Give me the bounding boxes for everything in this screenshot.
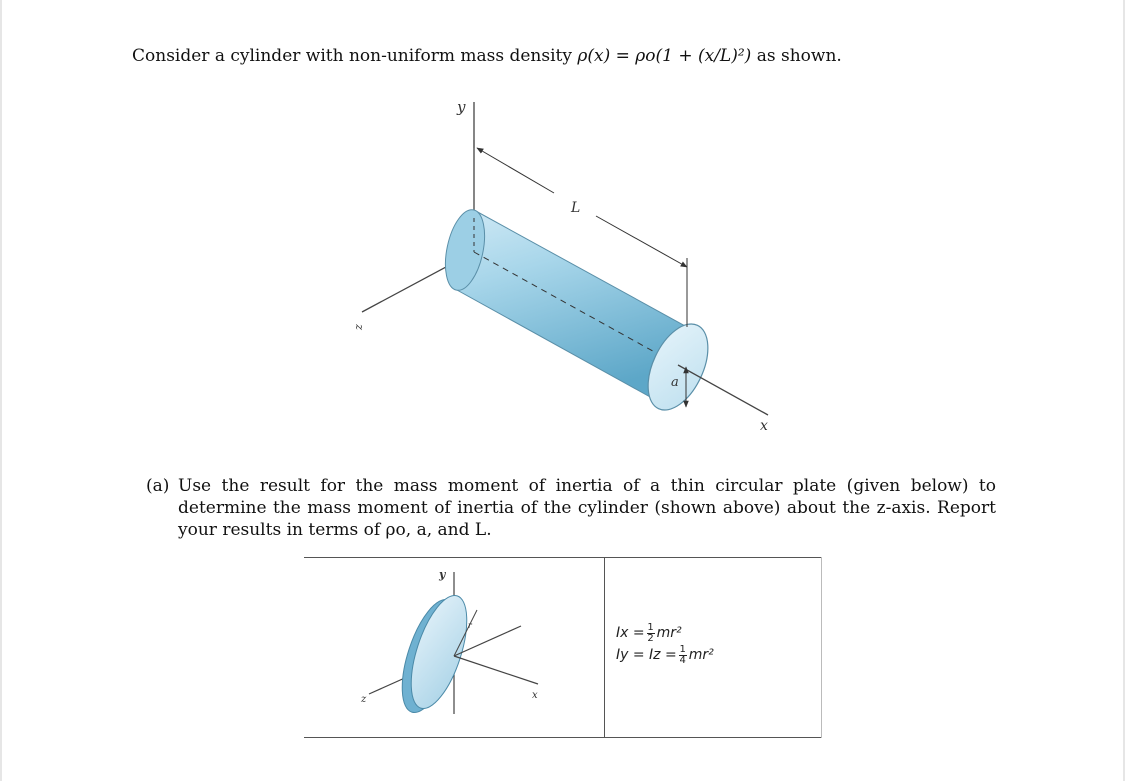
- page-edge-left: [0, 0, 2, 781]
- ix-rhs: mr²: [656, 625, 682, 641]
- ix-lhs: Ix =: [616, 625, 645, 641]
- plate-z-label: z: [361, 694, 367, 705]
- part-a: [146, 475, 996, 541]
- iyz-fraction: [679, 645, 687, 666]
- part-a-label: (a): [146, 476, 170, 496]
- plate-y-label: y: [439, 568, 446, 581]
- cyl-length-label: L: [571, 200, 581, 216]
- plate-r-label: r: [468, 621, 472, 630]
- iyz-frac-num: 1: [679, 643, 686, 655]
- density-formula: ρ(x) = ρo(1 + (x/L)²): [577, 46, 752, 66]
- table-right-border: [821, 557, 822, 738]
- plate-formulas: [616, 622, 714, 666]
- cyl-radius-label: a: [671, 375, 679, 390]
- ix-frac-num: 1: [647, 621, 654, 633]
- part-a-text: Use the result for the mass moment of inertia of a thin circular plate (given below) to determine the mass moment of inertia of the cylinder (shown above) about the z-axis. Report your results in terms of ρo, a, and L.: [178, 476, 996, 540]
- ix-fraction: [647, 623, 655, 644]
- ix-frac-den: 2: [647, 632, 654, 644]
- length-dimension-arrow-b: [596, 216, 687, 267]
- problem-intro: [132, 45, 1032, 67]
- intro-text-after: as shown.: [751, 46, 842, 66]
- cyl-z-label: z: [352, 324, 365, 330]
- plate-x-axis: [454, 656, 538, 684]
- iyz-frac-den: 4: [679, 654, 686, 666]
- iyz-lhs: Iy = Iz =: [616, 647, 677, 663]
- iyz-rhs: mr²: [688, 647, 714, 663]
- cyl-y-label: y: [457, 98, 466, 116]
- plate-figure: [355, 562, 575, 732]
- table-column-divider: [604, 557, 605, 738]
- table-top-rule: [304, 557, 822, 558]
- cyl-x-label: x: [760, 418, 768, 434]
- ix-formula: [616, 622, 714, 644]
- plate-x-label: x: [532, 690, 538, 701]
- length-dimension-arrow-a: [477, 148, 554, 193]
- iyz-formula: [616, 644, 714, 666]
- cylinder-figure: [340, 90, 800, 440]
- table-bottom-rule: [304, 737, 822, 738]
- intro-text-before: Consider a cylinder with non-uniform mass density: [132, 46, 578, 66]
